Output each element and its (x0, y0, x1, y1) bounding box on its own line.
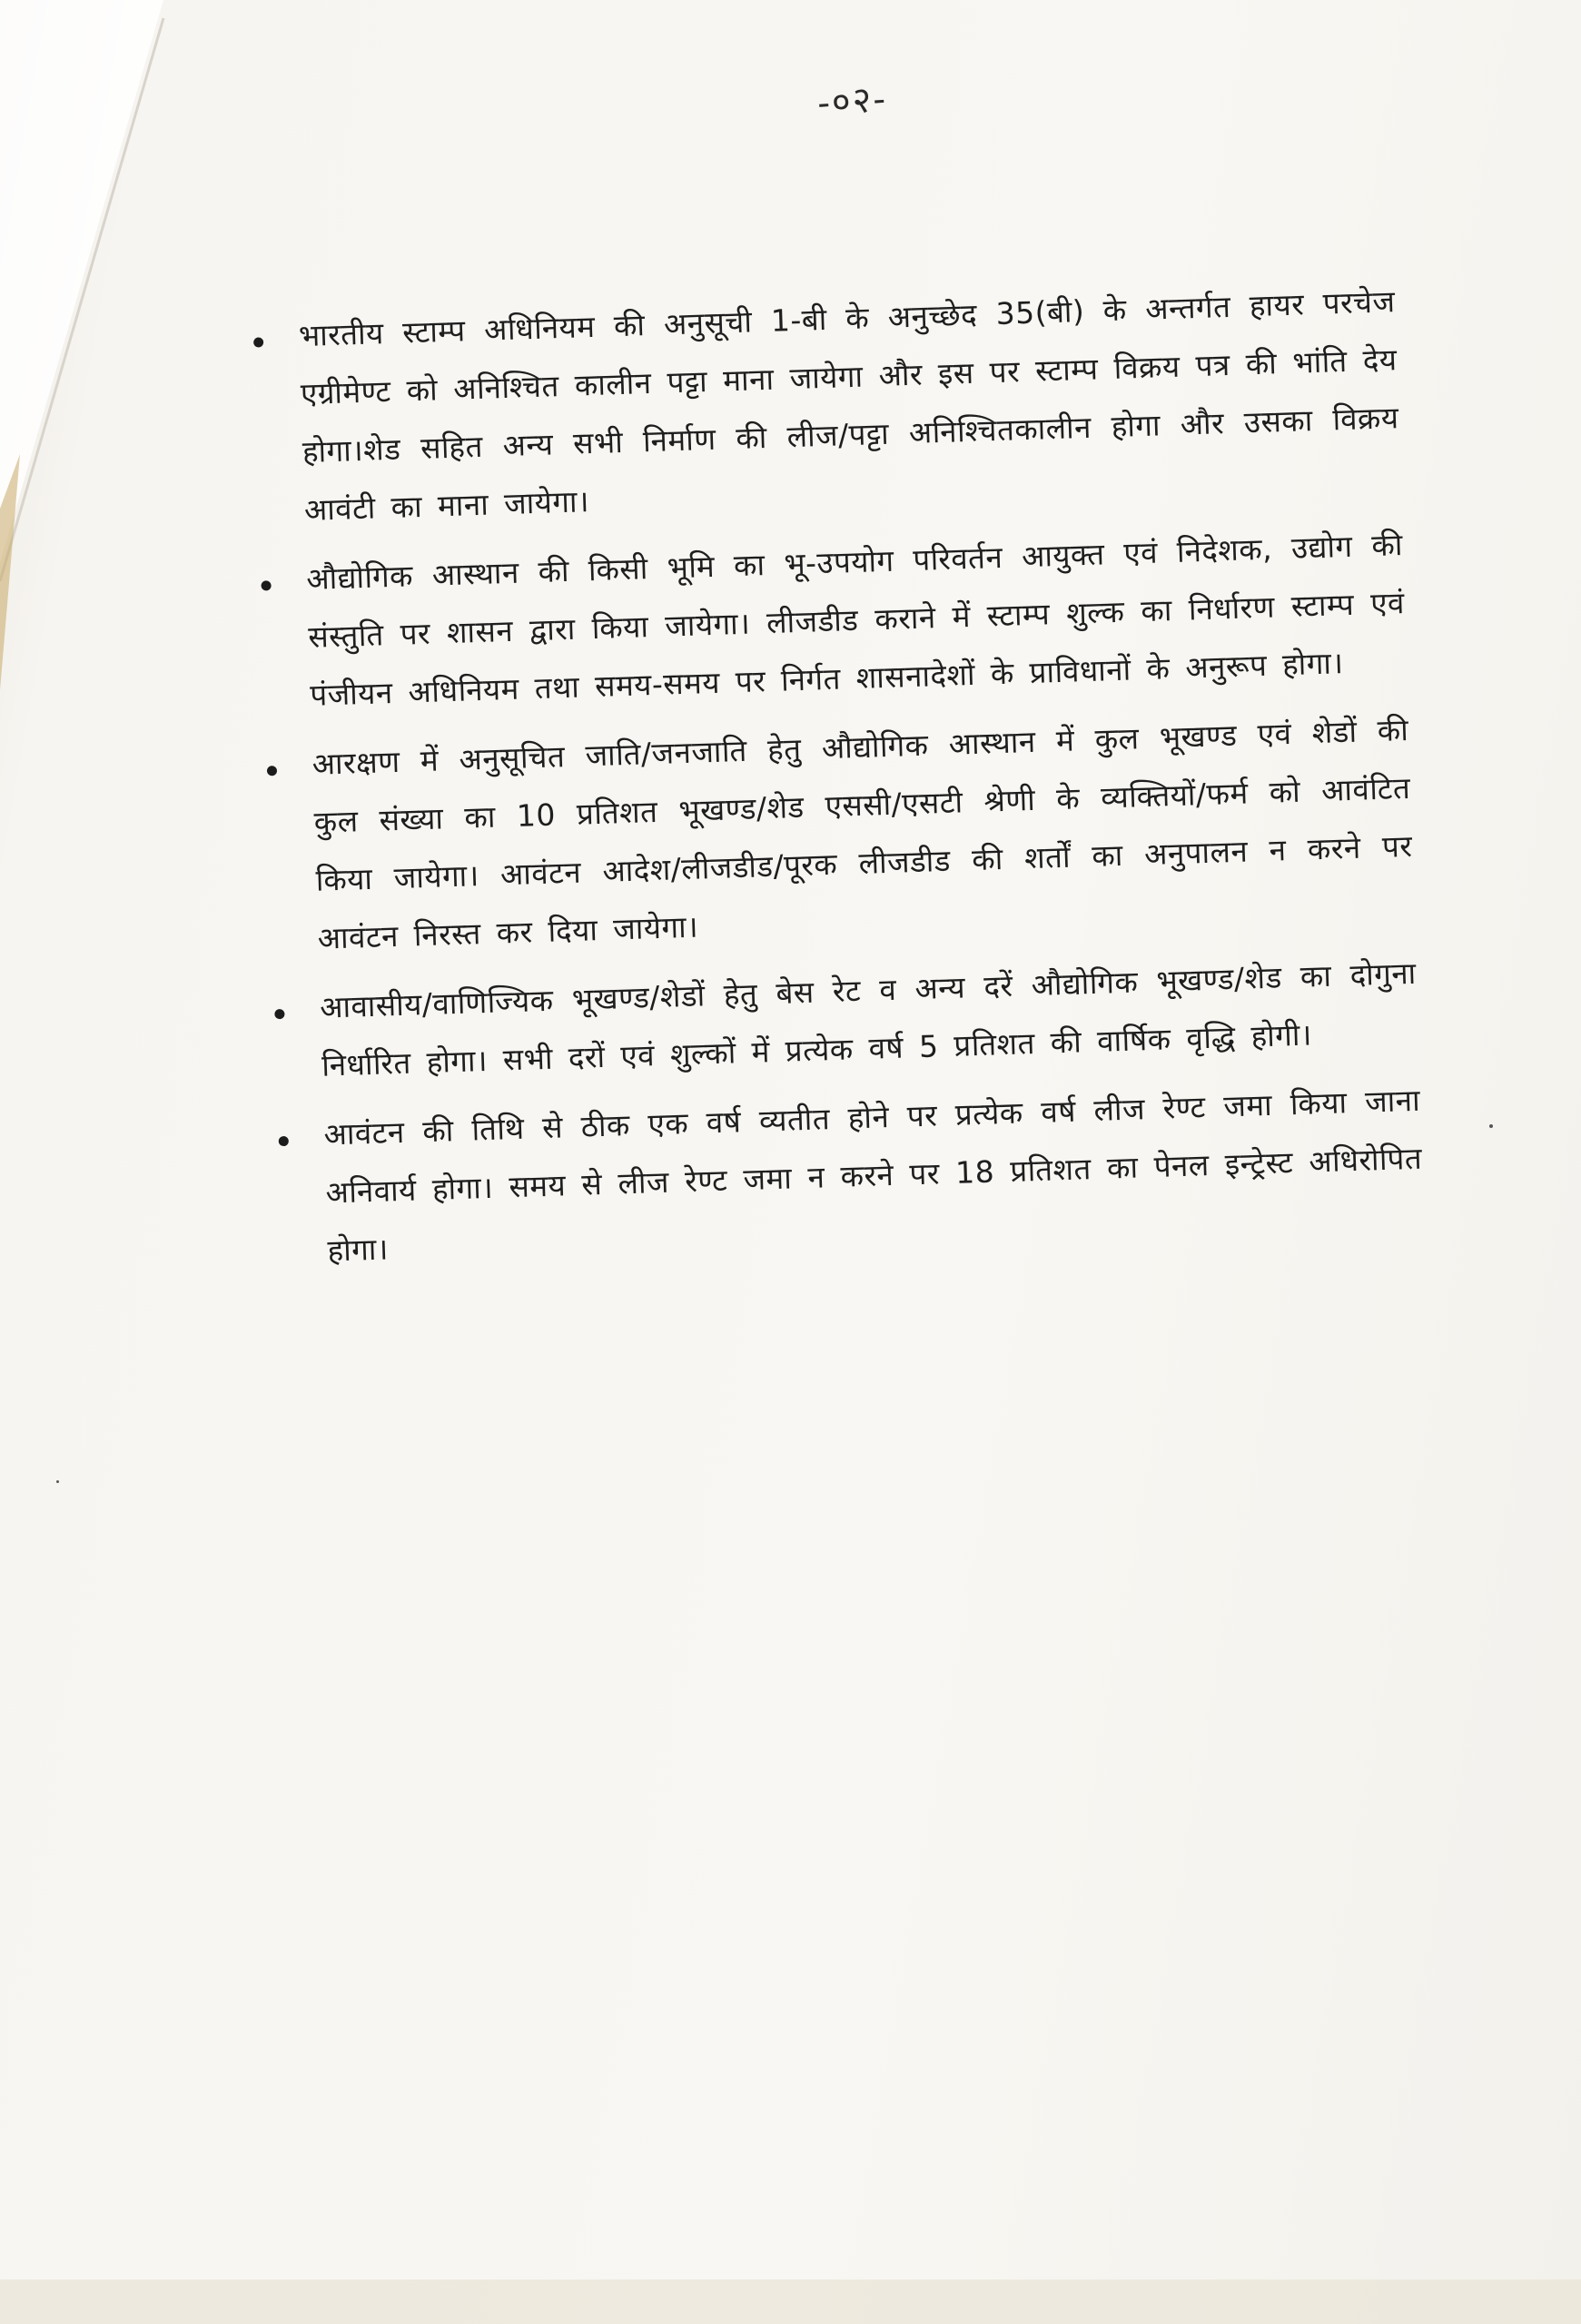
bullet-text: आरक्षण में अनुसूचित जाति/जनजाति हेतु औद्योगिक आस्थान में कुल भूखण्ड एवं शेडों की कुल संख्या का 10 प्रतिशत भूखण्ड/शेड एससी/एसटी श्रेणी के व्यक्तियों/फर्म को आवंटित किया जायेगा। आवंटन आदेश/लीजडीड/पूरक लीजडीड की शर्तों का अनुपालन न करने पर आवंटन निरस्त कर दिया जायेगा। (311, 711, 1413, 956)
list-item (269, 1072, 1425, 1282)
bullet-text: आवंटन की तिथि से ठीक एक वर्ष व्यतीत होने पर प्रत्येक वर्ष लीज रेण्ट जमा किया जाना अनिवार्य होगा। समय से लीज रेण्ट जमा न करने पर 18 प्रतिशत का पेनल इन्ट्रेस्ट अधिरोपित होगा। (322, 1082, 1423, 1269)
list-item (257, 701, 1415, 970)
list-item (251, 516, 1407, 727)
document-body (243, 272, 1425, 1292)
bullet-icon (279, 1136, 289, 1146)
bullet-text: आवासीय/वाणिज्यिक भूखण्ड/शेडों हेतु बेस रेट व अन्य दरें औद्योगिक भूखण्ड/शेड का दोगुना निर्धारित होगा। सभी दरों एवं शुल्कों में प्रत्येक वर्ष 5 प्रतिशत की वार्षिक वृद्धि होगी। (319, 954, 1418, 1083)
bullet-icon (261, 580, 271, 590)
scan-speck (1489, 1124, 1493, 1128)
page-number: -०२- (815, 77, 889, 125)
bullet-text: भारतीय स्टाम्प अधिनियम की अनुसूची 1-बी के अनुच्छेद 35(बी) के अन्तर्गत हायर परचेज एग्रीमेण्ट को अनिश्चित कालीन पट्टा माना जायेगा और इस पर स्टाम्प विक्रय पत्र की भांति देय होगा।शेड सहित अन्य सभी निर्माण की लीज/पट्टा अनिश्चितकालीन होगा और उसका विक्रय आवंटी का माना जायेगा। (298, 283, 1399, 528)
bullet-list (243, 272, 1425, 1281)
bullet-icon (274, 1009, 284, 1019)
scan-speck (56, 1480, 59, 1483)
bullet-icon (267, 766, 277, 776)
list-item (264, 944, 1418, 1097)
bullet-icon (253, 337, 263, 347)
bullet-text: औद्योगिक आस्थान की किसी भूमि का भू-उपयोग परिवर्तन आयुक्त एवं निदेशक, उद्योग की संस्तुति पर शासन द्वारा किया जायेगा। लीजडीड कराने में स्टाम्प शुल्क का निर्धारण स्टाम्प एवं पंजीयन अधिनियम तथा समय-समय पर निर्गत शासनादेशों के प्राविधानों के अनुरूप होगा। (305, 527, 1406, 713)
list-item (243, 272, 1401, 541)
